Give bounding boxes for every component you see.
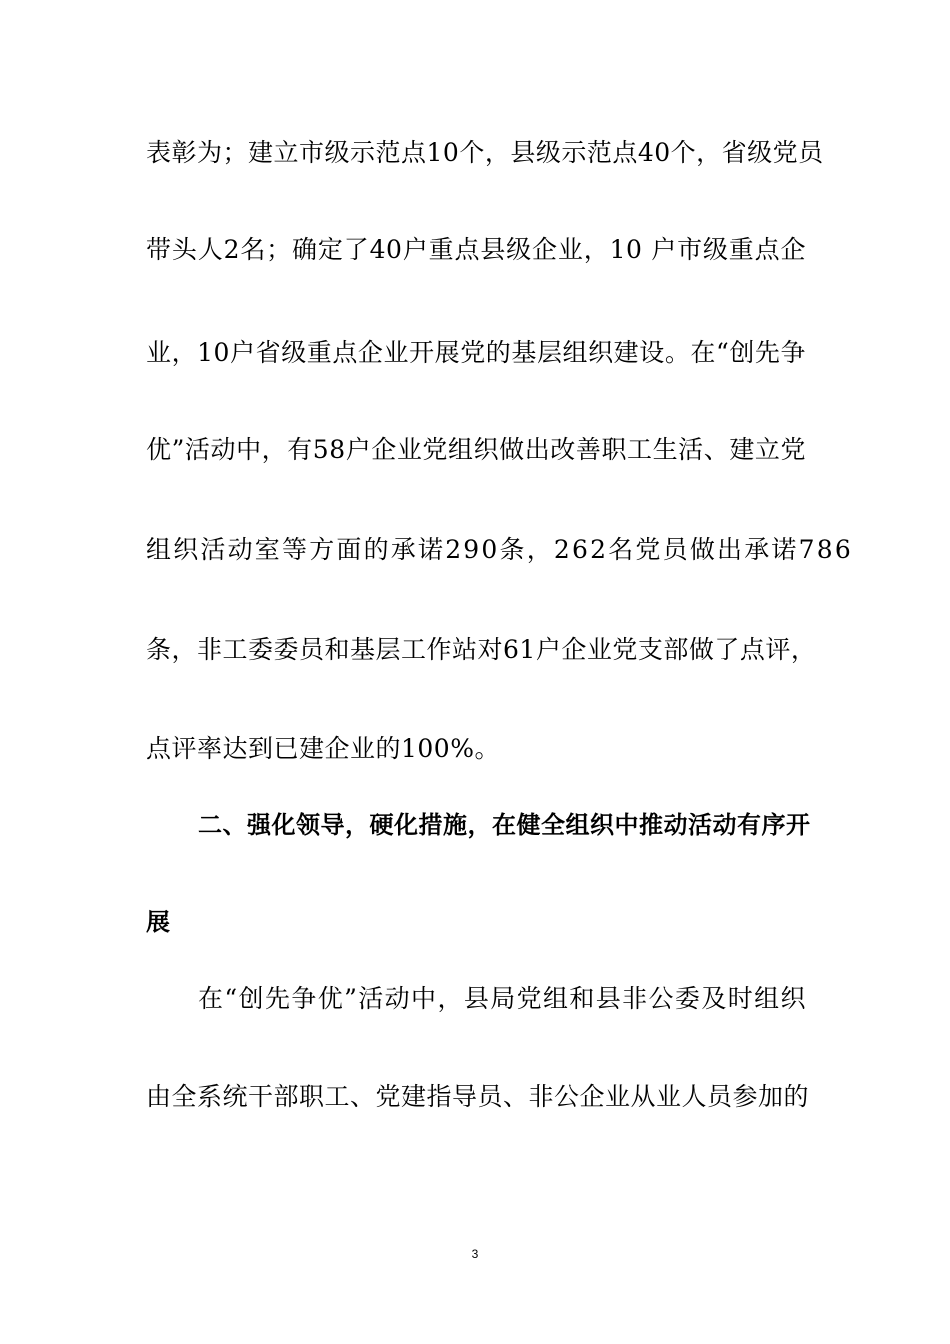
body-text-line: 由全系统干部职工、党建指导员、非公企业从业人员参加的: [146, 1082, 810, 1111]
body-text-line: 优”活动中，有58户企业党组织做出改善职工生活、建立党: [146, 435, 806, 464]
section-heading-line: 二、强化领导，硬化措施，在健全组织中推动活动有序开: [198, 811, 811, 839]
body-text-line: 点评率达到已建企业的100%。: [146, 734, 500, 763]
body-text-line: 带头人2名；确定了40户重点县级企业，10 户市级重点企: [146, 235, 806, 264]
body-text-line: 业，10户省级重点企业开展党的基层组织建设。在“创先争: [146, 338, 806, 367]
section-heading-line: 展: [146, 908, 171, 936]
page-number: 3: [471, 1247, 479, 1261]
body-text-line: 条，非工委委员和基层工作站对61户企业党支部做了点评，: [146, 635, 817, 664]
body-text-line: 表彰为；建立市级示范点10个，县级示范点40个，省级党员: [146, 138, 824, 167]
body-text-line: 组织活动室等方面的承诺290条，262名党员做出承诺786: [146, 535, 853, 564]
body-text-line: 在“创先争优”活动中，县局党组和县非公委及时组织: [198, 984, 806, 1013]
